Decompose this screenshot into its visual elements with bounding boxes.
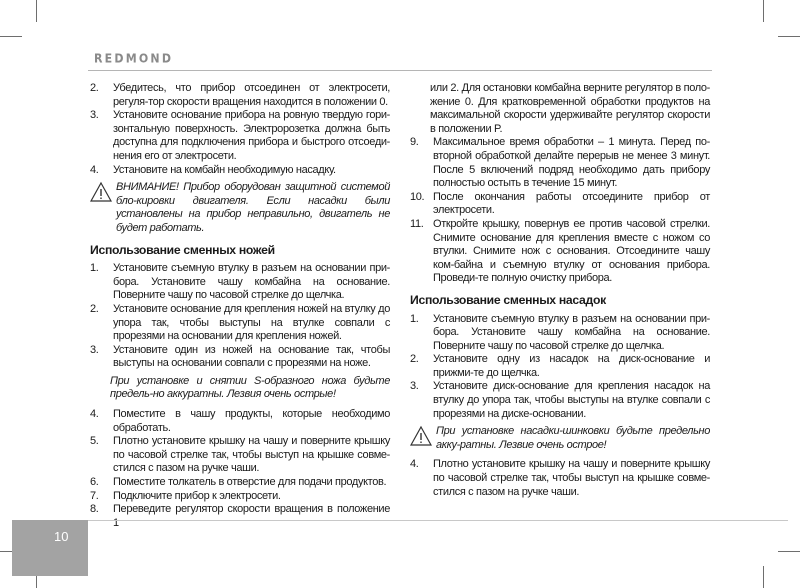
warning-icon bbox=[90, 181, 116, 235]
step-list bbox=[410, 458, 710, 499]
list-item: 1. Установите съемную втулку в разъем на основании при-бора. Установите чашу комбайна на основание. Поверните чашу по часовой стрелке до щелчка. bbox=[410, 312, 710, 352]
warning-icon bbox=[410, 425, 436, 452]
list-item: 2. Убедитесь, что прибор отсоединен от электросети, регуля-тор скорости вращения находится в положении 0. bbox=[90, 82, 390, 108]
left-column bbox=[90, 82, 390, 530]
warning-text: ВНИМАНИЕ! Прибор оборудован защитной системой бло-кировки двигателя. Если насадки были установлены на прибор неправильно, двигатель не будет работать. bbox=[116, 181, 390, 234]
warning-text: При установке насадки-шинковки будьте предельно акку-ратны. Лезвие очень острое! bbox=[436, 425, 710, 451]
crop-mark bbox=[763, 0, 764, 22]
brand-logo: REDMOND bbox=[94, 51, 174, 66]
list-item: 4. Установите на комбайн необходимую насадку. bbox=[90, 163, 336, 176]
list-item: 4. Поместите в чашу продукты, которые необходимо обработать. bbox=[90, 408, 390, 434]
list-item: 3. Установите один из ножей на основание так, чтобы выступы на основании совпали с прорезями на ноже. bbox=[90, 343, 390, 370]
crop-mark bbox=[36, 0, 37, 22]
list-item: 2. Установите одну из насадок на диск-основание и прижми-те до щелчка. bbox=[410, 353, 710, 379]
header-rule bbox=[88, 70, 712, 71]
warning-block bbox=[410, 425, 710, 452]
step-list bbox=[90, 262, 390, 371]
list-item: 6. Поместите толкатель в отверстие для подачи продуктов. bbox=[90, 476, 387, 489]
step-list bbox=[410, 136, 710, 286]
page-number-box bbox=[12, 520, 88, 576]
crop-mark bbox=[0, 36, 22, 37]
step-list bbox=[410, 313, 710, 422]
footer-rule bbox=[12, 520, 788, 577]
step-list bbox=[90, 82, 390, 177]
list-item: 3. Установите диск-основание для крепления насадок на втулку до упора так, чтобы выступы на втулке совпали с прорезями на диске-основании. bbox=[410, 380, 710, 420]
list-item: 2. Установите основание для крепления ножей на втулку до упора так, чтобы выступы на втулке совпали с прорезями на основании для крепления ножей. bbox=[90, 302, 390, 343]
continued-text: или 2. Для остановки комбайна верните регулятор в поло-жение 0. Для кратковременной обработки продуктов на максимальной скорости удерживайте регулятор скорости в положении P. bbox=[430, 82, 710, 135]
page-number: 10 bbox=[54, 529, 69, 544]
note-text: При установке и снятии S-образного ножа будьте предель-но аккуратны. Лезвия очень острые! bbox=[110, 374, 390, 401]
list-item: 3. Установите основание прибора на ровную твердую гори-зонтальную поверхность. Электророзетка должна быть доступна для подключения прибора и быстрого отсоеди-нения его от электросети. bbox=[90, 109, 390, 162]
list-item: 9. Максимальное время обработки – 1 минута. Перед по-вторной обработкой делайте перерыв не менее 3 минут. После 5 включений подряд необходимо дать прибору полностью остыть в течение 15 минут. bbox=[410, 136, 710, 190]
step-list bbox=[90, 408, 390, 530]
list-item: 11. Откройте крышку, повернув ее против часовой стрелки. Снимите основание для крепления вместе с ножом со втулки. Снимите нож с основания. Отсоедините чашу ком-байна и съемную втулку от основания прибора. Проведи-те полную очистку прибора. bbox=[410, 217, 710, 285]
list-item: 7. Подключите прибор к электросети. bbox=[90, 489, 281, 502]
section-heading: Использование сменных ножей bbox=[90, 242, 275, 257]
list-item: 1. Установите съемную втулку в разъем на основании при-бора. Установите чашу комбайна на основание. Поверните чашу по часовой стрелке до щелчка. bbox=[90, 262, 390, 302]
crop-mark bbox=[778, 36, 800, 37]
right-column bbox=[410, 82, 710, 499]
list-item: 8. Переведите регулятор скорости вращения в положение 1 bbox=[90, 503, 390, 529]
list-item: 10. После окончания работы отсоедините прибор от электросети. bbox=[410, 190, 710, 217]
list-item: 4. Плотно установите крышку на чашу и поверните крышку по часовой стрелке так, чтобы выступ на крышке совме-стился с пазом на ручке чаши. bbox=[410, 458, 710, 498]
warning-block bbox=[90, 181, 390, 235]
list-item: 5. Плотно установите крышку на чашу и поверните крышку по часовой стрелке так, чтобы выступ на крышке совме-стился с пазом на ручке чаши. bbox=[90, 435, 390, 475]
section-heading: Использование сменных насадок bbox=[410, 292, 606, 307]
